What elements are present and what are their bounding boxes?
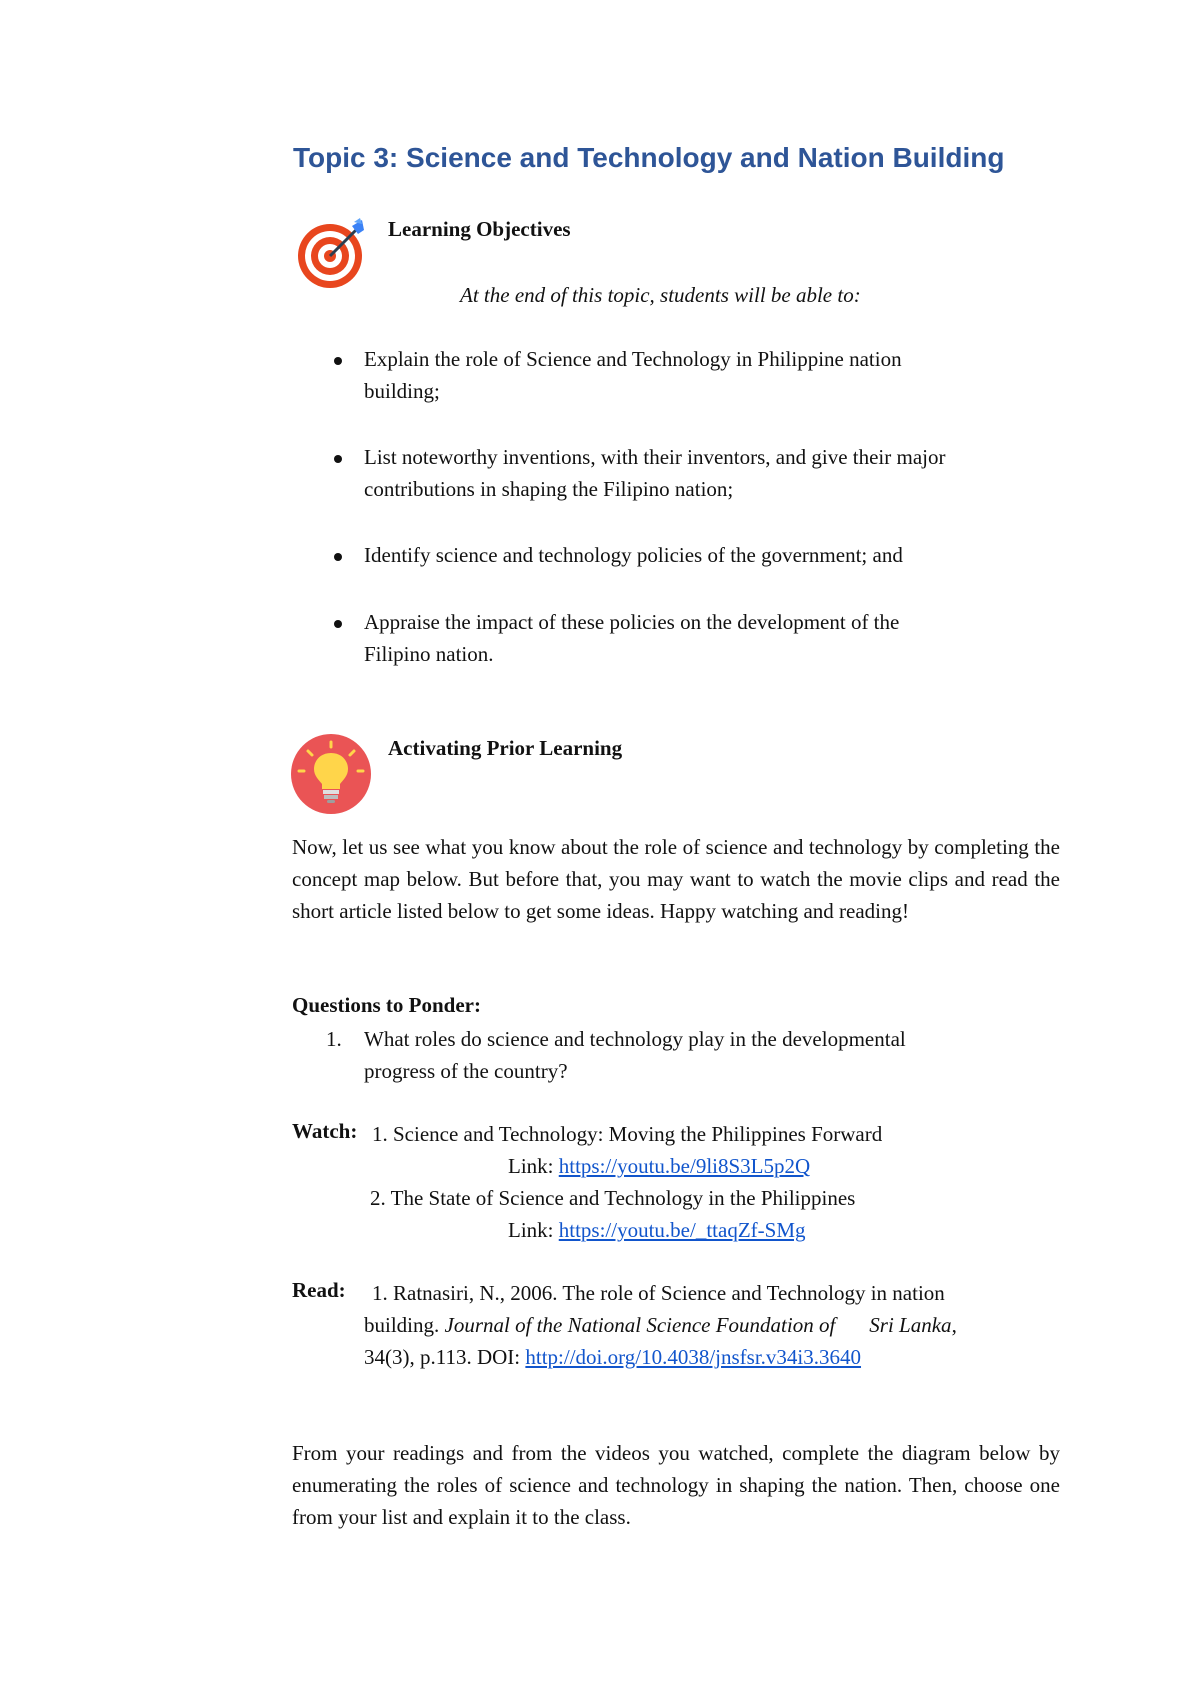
question-number: 1. bbox=[326, 1027, 342, 1051]
watch-link-1[interactable]: https://youtu.be/9li8S3L5p2Q bbox=[558, 1154, 811, 1178]
journal-country: Sri Lanka bbox=[869, 1313, 952, 1337]
read-building: building. bbox=[364, 1313, 440, 1337]
page-title: Topic 3: Science and Technology and Nation Building bbox=[293, 142, 1005, 173]
objectives-intro: At the end of this topic, students will be able to: bbox=[460, 283, 861, 307]
read-line-2 bbox=[364, 1309, 957, 1341]
bullet bbox=[334, 620, 342, 628]
watch-link-2-row bbox=[508, 1214, 806, 1246]
doi-link[interactable]: http://doi.org/10.4038/jnsfsr.v34i3.3640 bbox=[525, 1345, 862, 1369]
bullet bbox=[334, 553, 342, 561]
read-line-1: 1. Ratnasiri, N., 2006. The role of Science and Technology in nation bbox=[372, 1281, 945, 1305]
watch-item-2: 2. The State of Science and Technology in the Philippines bbox=[370, 1186, 856, 1210]
learning-objectives-heading: Learning Objectives bbox=[388, 217, 571, 241]
watch-link-2[interactable]: https://youtu.be/_ttaqZf-SMg bbox=[558, 1218, 806, 1242]
link-label: Link: bbox=[508, 1218, 554, 1242]
objective-4-line-2: Filipino nation. bbox=[364, 642, 494, 666]
objective-4-line-1: Appraise the impact of these policies on the development of the bbox=[364, 610, 900, 634]
doi-label: 34(3), p.113. DOI: bbox=[364, 1345, 521, 1369]
bullet bbox=[334, 455, 342, 463]
objective-1-line-1: Explain the role of Science and Technology in Philippine nation bbox=[364, 347, 902, 371]
activating-paragraph: Now, let us see what you know about the role of science and technology by completing the concept map below. But before that, you may want to watch the movie clips and read the short article listed below to get some ideas. Happy watching and reading! bbox=[292, 835, 1060, 923]
question-line-1: What roles do science and technology play in the developmental bbox=[364, 1027, 906, 1051]
target-icon bbox=[296, 218, 368, 290]
closing-paragraph: From your readings and from the videos you watched, complete the diagram below by enumerating the roles of science and technology in shaping the nation. Then, choose one from your list and explain it to the class. bbox=[292, 1441, 1060, 1529]
activating-heading: Activating Prior Learning bbox=[388, 736, 623, 760]
question-line-2: progress of the country? bbox=[364, 1059, 568, 1083]
link-label: Link: bbox=[508, 1154, 554, 1178]
watch-label: Watch: bbox=[292, 1119, 358, 1143]
read-label: Read: bbox=[292, 1278, 346, 1302]
lightbulb-icon bbox=[290, 733, 372, 815]
objective-2-line-2: contributions in shaping the Filipino nation; bbox=[364, 477, 734, 501]
questions-heading: Questions to Ponder: bbox=[292, 993, 481, 1017]
bullet bbox=[334, 357, 342, 365]
watch-link-1-row bbox=[508, 1150, 810, 1182]
journal-name: Journal of the National Science Foundation of bbox=[444, 1313, 836, 1337]
comma: , bbox=[951, 1313, 957, 1337]
objective-2-line-1: List noteworthy inventions, with their inventors, and give their major bbox=[364, 445, 946, 469]
watch-item-1: 1. Science and Technology: Moving the Philippines Forward bbox=[372, 1122, 883, 1146]
read-line-3 bbox=[364, 1341, 861, 1373]
objective-3-line-1: Identify science and technology policies of the government; and bbox=[364, 543, 903, 567]
objective-1-line-2: building; bbox=[364, 379, 440, 403]
